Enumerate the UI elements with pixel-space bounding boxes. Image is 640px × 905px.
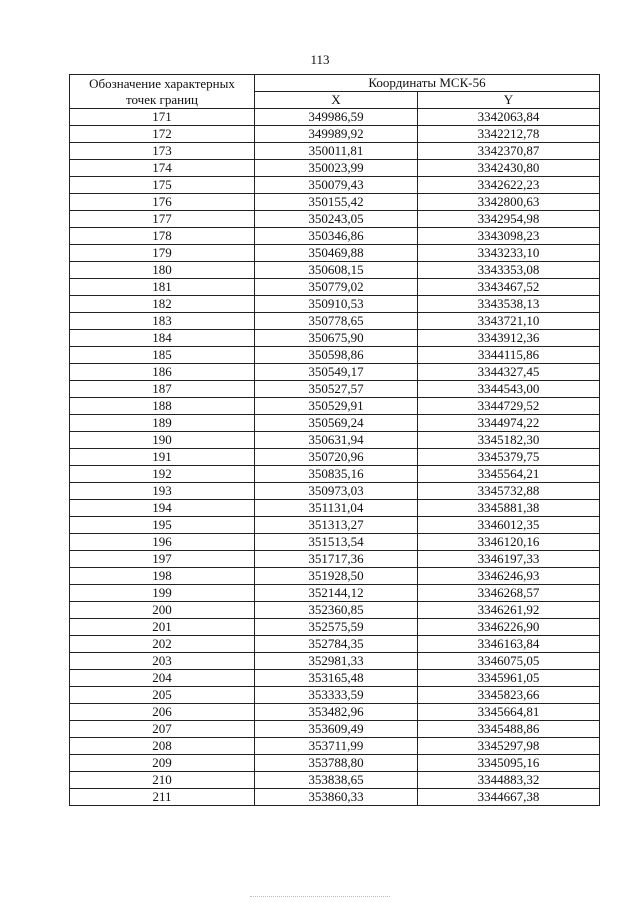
x-coordinate-cell: 351313,27	[255, 517, 418, 534]
table-row	[70, 432, 600, 449]
coordinates-table	[69, 74, 600, 806]
point-id-cell: 208	[70, 738, 255, 755]
x-coordinate-cell: 350346,86	[255, 228, 418, 245]
point-id-cell: 204	[70, 670, 255, 687]
table-row	[70, 177, 600, 194]
y-coordinate-cell: 3345488,86	[418, 721, 600, 738]
point-id-cell: 182	[70, 296, 255, 313]
y-coordinate-cell: 3342063,84	[418, 109, 600, 126]
point-id-cell: 201	[70, 619, 255, 636]
x-coordinate-cell: 350675,90	[255, 330, 418, 347]
table-row	[70, 500, 600, 517]
y-coordinate-cell: 3342430,80	[418, 160, 600, 177]
table-row	[70, 381, 600, 398]
point-id-cell: 183	[70, 313, 255, 330]
x-coordinate-cell: 351717,36	[255, 551, 418, 568]
x-coordinate-cell: 349986,59	[255, 109, 418, 126]
x-coordinate-cell: 350023,99	[255, 160, 418, 177]
table-row	[70, 534, 600, 551]
table-row	[70, 721, 600, 738]
y-coordinate-cell: 3346226,90	[418, 619, 600, 636]
point-id-cell: 175	[70, 177, 255, 194]
y-coordinate-cell: 3344327,45	[418, 364, 600, 381]
point-id-cell: 200	[70, 602, 255, 619]
table-body	[70, 109, 600, 806]
table-row	[70, 109, 600, 126]
y-coordinate-cell: 3346261,92	[418, 602, 600, 619]
table-row	[70, 143, 600, 160]
table-row	[70, 738, 600, 755]
point-designation-header	[70, 75, 255, 109]
point-id-cell: 188	[70, 398, 255, 415]
y-coordinate-cell: 3345095,16	[418, 755, 600, 772]
point-id-cell: 173	[70, 143, 255, 160]
table-row	[70, 313, 600, 330]
point-id-cell: 205	[70, 687, 255, 704]
y-coordinate-cell: 3345961,05	[418, 670, 600, 687]
table-row	[70, 466, 600, 483]
point-id-cell: 185	[70, 347, 255, 364]
y-coordinate-cell: 3345379,75	[418, 449, 600, 466]
x-coordinate-cell: 350155,42	[255, 194, 418, 211]
table-row	[70, 449, 600, 466]
x-coordinate-cell: 350079,43	[255, 177, 418, 194]
x-coordinate-cell: 350778,65	[255, 313, 418, 330]
x-coordinate-cell: 353609,49	[255, 721, 418, 738]
y-coordinate-cell: 3342622,23	[418, 177, 600, 194]
y-coordinate-cell: 3345881,38	[418, 500, 600, 517]
x-coordinate-cell: 349989,92	[255, 126, 418, 143]
point-id-cell: 197	[70, 551, 255, 568]
table-row	[70, 551, 600, 568]
x-coordinate-cell: 350608,15	[255, 262, 418, 279]
point-id-cell: 206	[70, 704, 255, 721]
x-coordinate-cell: 353333,59	[255, 687, 418, 704]
x-coordinate-cell: 350720,96	[255, 449, 418, 466]
y-column-header: Y	[418, 92, 600, 109]
y-coordinate-cell: 3345664,81	[418, 704, 600, 721]
table-row	[70, 228, 600, 245]
y-coordinate-cell: 3342800,63	[418, 194, 600, 211]
point-id-cell: 181	[70, 279, 255, 296]
table-row	[70, 585, 600, 602]
table-row	[70, 245, 600, 262]
x-coordinate-cell: 352360,85	[255, 602, 418, 619]
y-coordinate-cell: 3344667,38	[418, 789, 600, 806]
table-row	[70, 772, 600, 789]
point-id-cell: 193	[70, 483, 255, 500]
table-row	[70, 670, 600, 687]
x-coordinate-cell: 350910,53	[255, 296, 418, 313]
y-coordinate-cell: 3346246,93	[418, 568, 600, 585]
y-coordinate-cell: 3346075,05	[418, 653, 600, 670]
y-coordinate-cell: 3343538,13	[418, 296, 600, 313]
point-id-cell: 176	[70, 194, 255, 211]
x-coordinate-cell: 352784,35	[255, 636, 418, 653]
y-coordinate-cell: 3344974,22	[418, 415, 600, 432]
y-coordinate-cell: 3345297,98	[418, 738, 600, 755]
point-id-cell: 177	[70, 211, 255, 228]
table-row	[70, 296, 600, 313]
point-id-cell: 190	[70, 432, 255, 449]
point-id-cell: 192	[70, 466, 255, 483]
point-id-cell: 174	[70, 160, 255, 177]
y-coordinate-cell: 3342370,87	[418, 143, 600, 160]
table-row	[70, 194, 600, 211]
y-coordinate-cell: 3342954,98	[418, 211, 600, 228]
point-id-cell: 207	[70, 721, 255, 738]
y-coordinate-cell: 3346268,57	[418, 585, 600, 602]
y-coordinate-cell: 3343467,52	[418, 279, 600, 296]
y-coordinate-cell: 3345732,88	[418, 483, 600, 500]
x-coordinate-cell: 353838,65	[255, 772, 418, 789]
point-id-cell: 187	[70, 381, 255, 398]
point-id-cell: 186	[70, 364, 255, 381]
coordinates-group-header: Координаты МСК-56	[255, 75, 600, 92]
x-coordinate-cell: 352575,59	[255, 619, 418, 636]
point-id-cell: 198	[70, 568, 255, 585]
y-coordinate-cell: 3345564,21	[418, 466, 600, 483]
table-header	[70, 75, 600, 109]
table-row	[70, 619, 600, 636]
table-row	[70, 636, 600, 653]
x-coordinate-cell: 353482,96	[255, 704, 418, 721]
point-id-cell: 211	[70, 789, 255, 806]
x-coordinate-cell: 350779,02	[255, 279, 418, 296]
y-coordinate-cell: 3346012,35	[418, 517, 600, 534]
x-coordinate-cell: 352144,12	[255, 585, 418, 602]
point-id-cell: 202	[70, 636, 255, 653]
x-coordinate-cell: 350469,88	[255, 245, 418, 262]
point-id-cell: 191	[70, 449, 255, 466]
table-row	[70, 160, 600, 177]
x-coordinate-cell: 350973,03	[255, 483, 418, 500]
point-id-cell: 203	[70, 653, 255, 670]
table-row	[70, 789, 600, 806]
point-id-cell: 195	[70, 517, 255, 534]
point-id-cell: 172	[70, 126, 255, 143]
x-coordinate-cell: 350527,57	[255, 381, 418, 398]
table-row	[70, 364, 600, 381]
x-coordinate-cell: 350011,81	[255, 143, 418, 160]
y-coordinate-cell: 3342212,78	[418, 126, 600, 143]
y-coordinate-cell: 3344729,52	[418, 398, 600, 415]
table-row	[70, 330, 600, 347]
point-id-cell: 171	[70, 109, 255, 126]
y-coordinate-cell: 3343912,36	[418, 330, 600, 347]
table-row	[70, 347, 600, 364]
x-coordinate-cell: 350243,05	[255, 211, 418, 228]
x-coordinate-cell: 351513,54	[255, 534, 418, 551]
table-row	[70, 483, 600, 500]
table-row	[70, 262, 600, 279]
table-row	[70, 755, 600, 772]
x-coordinate-cell: 350549,17	[255, 364, 418, 381]
table-row	[70, 211, 600, 228]
table-row	[70, 653, 600, 670]
x-coordinate-cell: 353788,80	[255, 755, 418, 772]
x-coordinate-cell: 353711,99	[255, 738, 418, 755]
y-coordinate-cell: 3346163,84	[418, 636, 600, 653]
y-coordinate-cell: 3345182,30	[418, 432, 600, 449]
scan-artifact-line	[250, 896, 390, 898]
table-row	[70, 602, 600, 619]
point-designation-header-line2: точек границ	[125, 91, 199, 107]
table-row	[70, 687, 600, 704]
x-column-header: X	[255, 92, 418, 109]
table-row	[70, 517, 600, 534]
x-coordinate-cell: 353165,48	[255, 670, 418, 687]
table-row	[70, 415, 600, 432]
point-id-cell: 209	[70, 755, 255, 772]
point-id-cell: 184	[70, 330, 255, 347]
x-coordinate-cell: 350631,94	[255, 432, 418, 449]
y-coordinate-cell: 3343353,08	[418, 262, 600, 279]
y-coordinate-cell: 3344115,86	[418, 347, 600, 364]
x-coordinate-cell: 351928,50	[255, 568, 418, 585]
table-row	[70, 398, 600, 415]
y-coordinate-cell: 3344883,32	[418, 772, 600, 789]
y-coordinate-cell: 3343233,10	[418, 245, 600, 262]
x-coordinate-cell: 350529,91	[255, 398, 418, 415]
x-coordinate-cell: 352981,33	[255, 653, 418, 670]
point-id-cell: 210	[70, 772, 255, 789]
point-id-cell: 180	[70, 262, 255, 279]
y-coordinate-cell: 3346120,16	[418, 534, 600, 551]
point-designation-header-line1: Обозначение характерных	[89, 75, 235, 91]
x-coordinate-cell: 351131,04	[255, 500, 418, 517]
point-id-cell: 194	[70, 500, 255, 517]
point-id-cell: 196	[70, 534, 255, 551]
x-coordinate-cell: 350835,16	[255, 466, 418, 483]
y-coordinate-cell: 3346197,33	[418, 551, 600, 568]
x-coordinate-cell: 350569,24	[255, 415, 418, 432]
table-row	[70, 704, 600, 721]
table-row	[70, 126, 600, 143]
point-id-cell: 179	[70, 245, 255, 262]
table-row	[70, 279, 600, 296]
table-row	[70, 568, 600, 585]
x-coordinate-cell: 350598,86	[255, 347, 418, 364]
y-coordinate-cell: 3345823,66	[418, 687, 600, 704]
x-coordinate-cell: 353860,33	[255, 789, 418, 806]
y-coordinate-cell: 3343721,10	[418, 313, 600, 330]
point-id-cell: 189	[70, 415, 255, 432]
point-id-cell: 199	[70, 585, 255, 602]
y-coordinate-cell: 3343098,23	[418, 228, 600, 245]
point-id-cell: 178	[70, 228, 255, 245]
page-number: 113	[310, 52, 330, 67]
y-coordinate-cell: 3344543,00	[418, 381, 600, 398]
